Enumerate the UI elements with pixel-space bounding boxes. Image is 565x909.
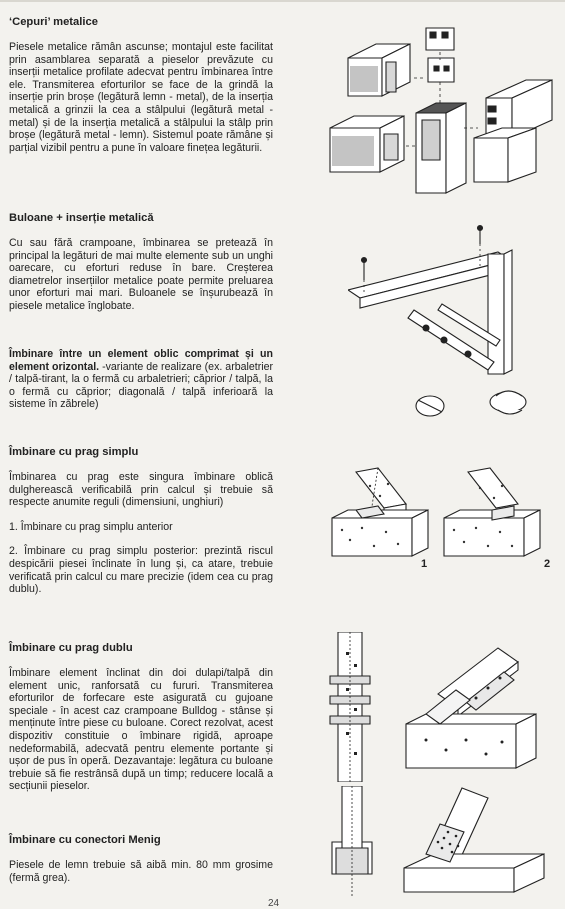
figure-metal-cepuri (328, 18, 563, 208)
section-body: Piesele metalice rămân ascunse; montajul este facilitat prin asamblarea separată a pieselor prevăzute cu inserții metalice profilate adecvat pentru îmbinarea între ele. Transmiterea eforturilor se face de la grindă la inserție prin broșe (legătură lemn - metal), de la inserția metalică a grinzii la cea a stâlpului (legătură metal - metal) și de la inserția metalică a stâlpului la stâlp prin broșe (legătură metal - lemn). Sistemul poate rămâne și parțial vizibil pentru a pune în valoare finețea legăturii. (9, 41, 273, 154)
section-heading: Îmbinare cu prag simplu (9, 446, 139, 458)
section-body: Îmbinarea cu prag este singura îmbinare oblică dulgherească verificabilă prin calcul și trebuie să respecte anumite reguli (dimensiuni, unghiuri) (9, 471, 273, 509)
section-heading: Îmbinare între un element oblic comprimat și un element orizontal. (9, 348, 273, 373)
section-body: -variante de realizare (ex. arbaletrier / talpă-tirant, la o fermă cu arbaletrieri; căprior / talpă, la o fermă cu căprior; diagonală / talpă inferioară la sisteme în zăbrele) (9, 360, 273, 411)
section-body: Cu sau fără crampoane, îmbinarea se pretează în principal la legături de mai multe elemente sub un unghi oarecare, cu eforturi reduse în bare. Creșterea diametrelor inserțiilor metalice poate permite preluarea unor eforturi mai mari. Buloanele se înșurubează în piesele metalice înglobate. (9, 237, 273, 312)
figure-prag-simplu-2 (440, 466, 544, 560)
figure-number-2: 2 (544, 558, 551, 570)
section-oblic (9, 348, 273, 411)
section-prag-simplu (9, 446, 273, 596)
section-heading: ‘Cepuri’ metalice (9, 16, 98, 28)
section-buloane (9, 212, 273, 313)
section-cepuri (9, 16, 273, 154)
figure-prag-dublu (326, 632, 556, 782)
figure-prag-simplu-1 (328, 466, 432, 560)
section-heading: Îmbinare cu prag dublu (9, 642, 133, 654)
figures-column (280, 0, 565, 906)
section-menig (9, 834, 273, 884)
section-heading: Buloane + inserție metalică (9, 212, 154, 224)
page-number: 24 (268, 898, 280, 909)
figure-conectori-menig (324, 786, 554, 896)
list-item: 1. Îmbinare cu prag simplu anterior (9, 520, 173, 533)
figure-number-1: 1 (421, 558, 428, 570)
list-item: 2. Îmbinare cu prag simplu posterior: prezintă riscul despicării piesei înclinate în lung și, ca atare, trebuie verificată prin calcul cu mare precizie (idem cea cu prag dublu). (9, 545, 273, 596)
section-body: Îmbinare element înclinat din doi dulapi/talpă din element unic, ranforsată cu fururi. Transmiterea eforturilor de forfecare este asigurată cu gujoane speciale - în acest caz crampoane Bulldog - stânse și menținute între piese cu buloane. Corect rezolvat, acest dispozitiv constituie o îmbinare rigidă, aproape nedeformabilă, adecvată pentru elemente portante și ușor de pus în operă. Dezavantaje: legătura cu buloane trebuie să fie restrânsă după un timp; reducere locală a secțiunii pieselor. (9, 667, 273, 793)
section-prag-dublu (9, 642, 273, 793)
section-heading: Îmbinare cu conectori Menig (9, 834, 161, 846)
section-body: Piesele de lemn trebuie să aibă min. 80 mm grosime (fermă grea). (9, 859, 273, 884)
figure-bolt-insert-truss (348, 224, 558, 424)
